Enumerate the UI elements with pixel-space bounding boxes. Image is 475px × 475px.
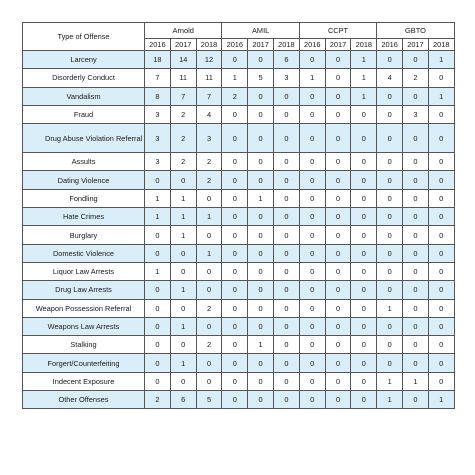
table-cell: 11 xyxy=(196,69,222,87)
table-cell: 0 xyxy=(145,244,171,262)
table-row xyxy=(23,354,455,372)
table-cell: 0 xyxy=(248,391,274,409)
table-cell: 0 xyxy=(299,354,325,372)
table-cell: 1 xyxy=(377,372,403,390)
year-header: 2017 xyxy=(403,39,429,51)
year-header: 2018 xyxy=(351,39,377,51)
year-header: 2018 xyxy=(428,39,454,51)
table-cell: 2 xyxy=(196,299,222,317)
table-cell: 0 xyxy=(377,189,403,207)
year-header: 2016 xyxy=(377,39,403,51)
table-cell: 0 xyxy=(170,336,196,354)
table-cell: 1 xyxy=(170,317,196,335)
table-row xyxy=(23,124,455,153)
table-cell: 1 xyxy=(170,208,196,226)
table-cell: 0 xyxy=(274,87,300,105)
table-cell: 0 xyxy=(274,336,300,354)
table-cell: 0 xyxy=(428,281,454,299)
table-cell: 12 xyxy=(196,51,222,69)
table-cell: 0 xyxy=(145,372,171,390)
table-cell: 0 xyxy=(377,208,403,226)
table-cell: 0 xyxy=(325,87,351,105)
year-header: 2017 xyxy=(248,39,274,51)
table-cell: 0 xyxy=(222,372,248,390)
table-cell: 0 xyxy=(351,189,377,207)
table-cell: 8 xyxy=(145,87,171,105)
table-cell: 7 xyxy=(145,69,171,87)
table-cell: 1 xyxy=(170,189,196,207)
table-row xyxy=(23,317,455,335)
row-label: Larceny xyxy=(23,51,145,69)
table-cell: 0 xyxy=(325,153,351,171)
table-cell: 0 xyxy=(222,354,248,372)
table-cell: 1 xyxy=(248,336,274,354)
table-cell: 0 xyxy=(274,124,300,153)
table-cell: 0 xyxy=(222,189,248,207)
table-cell: 0 xyxy=(325,244,351,262)
row-label: Hate Crimes xyxy=(23,208,145,226)
row-label: Drug Abuse Violation Referral xyxy=(23,124,145,153)
table-cell: 0 xyxy=(299,51,325,69)
table-cell: 0 xyxy=(377,124,403,153)
row-label: Liquor Law Arrests xyxy=(23,262,145,280)
year-header: 2018 xyxy=(196,39,222,51)
table-cell: 0 xyxy=(274,208,300,226)
table-row xyxy=(23,153,455,171)
row-label: Domestic Violence xyxy=(23,244,145,262)
table-cell: 0 xyxy=(403,299,429,317)
table-cell: 0 xyxy=(274,153,300,171)
table-cell: 0 xyxy=(428,171,454,189)
table-cell: 0 xyxy=(325,372,351,390)
table-cell: 0 xyxy=(248,299,274,317)
row-label: Weapon Possession Referral xyxy=(23,299,145,317)
table-row xyxy=(23,105,455,123)
table-cell: 2 xyxy=(170,124,196,153)
table-cell: 0 xyxy=(403,87,429,105)
table-cell: 14 xyxy=(170,51,196,69)
table-cell: 2 xyxy=(145,391,171,409)
table-cell: 0 xyxy=(248,87,274,105)
table-cell: 0 xyxy=(403,262,429,280)
table-cell: 0 xyxy=(377,317,403,335)
table-cell: 18 xyxy=(145,51,171,69)
table-cell: 1 xyxy=(145,189,171,207)
table-cell: 0 xyxy=(351,171,377,189)
table-cell: 0 xyxy=(248,171,274,189)
table-cell: 0 xyxy=(248,244,274,262)
table-cell: 0 xyxy=(248,354,274,372)
table-cell: 0 xyxy=(403,51,429,69)
table-cell: 0 xyxy=(274,391,300,409)
table-cell: 0 xyxy=(325,124,351,153)
table-cell: 0 xyxy=(196,372,222,390)
table-cell: 0 xyxy=(274,226,300,244)
table-cell: 0 xyxy=(403,189,429,207)
row-label: Dating Violence xyxy=(23,171,145,189)
table-cell: 0 xyxy=(145,299,171,317)
row-label: Weapons Law Arrests xyxy=(23,317,145,335)
table-cell: 0 xyxy=(248,105,274,123)
table-cell: 0 xyxy=(274,354,300,372)
table-cell: 0 xyxy=(274,299,300,317)
row-label: Other Offenses xyxy=(23,391,145,409)
table-cell: 0 xyxy=(299,336,325,354)
table-cell: 0 xyxy=(325,262,351,280)
row-label: Stalking xyxy=(23,336,145,354)
table-cell: 0 xyxy=(274,372,300,390)
table-cell: 0 xyxy=(351,208,377,226)
table-cell: 0 xyxy=(428,372,454,390)
table-cell: 7 xyxy=(196,87,222,105)
table-cell: 0 xyxy=(274,281,300,299)
table-cell: 2 xyxy=(196,171,222,189)
table-cell: 0 xyxy=(428,262,454,280)
table-cell: 0 xyxy=(299,189,325,207)
table-cell: 0 xyxy=(170,372,196,390)
group-header-ccpt: CCPT xyxy=(299,23,376,39)
table-cell: 2 xyxy=(196,153,222,171)
crime-statistics-table xyxy=(22,22,455,409)
table-cell: 0 xyxy=(299,317,325,335)
table-cell: 0 xyxy=(248,281,274,299)
table-cell: 0 xyxy=(351,105,377,123)
table-cell: 0 xyxy=(170,262,196,280)
table-cell: 11 xyxy=(170,69,196,87)
year-header: 2016 xyxy=(222,39,248,51)
table-cell: 1 xyxy=(222,69,248,87)
row-label: Indecent Exposure xyxy=(23,372,145,390)
table-cell: 3 xyxy=(403,105,429,123)
table-cell: 0 xyxy=(145,226,171,244)
table-row xyxy=(23,189,455,207)
table-cell: 0 xyxy=(248,153,274,171)
table-cell: 2 xyxy=(170,105,196,123)
table-cell: 0 xyxy=(196,354,222,372)
table-cell: 0 xyxy=(351,299,377,317)
table-cell: 0 xyxy=(325,336,351,354)
table-cell: 0 xyxy=(145,171,171,189)
table-cell: 0 xyxy=(248,317,274,335)
table-cell: 0 xyxy=(325,105,351,123)
table-cell: 0 xyxy=(222,105,248,123)
table-cell: 1 xyxy=(170,281,196,299)
table-cell: 0 xyxy=(299,391,325,409)
table-cell: 1 xyxy=(299,69,325,87)
table-cell: 1 xyxy=(170,226,196,244)
table-cell: 0 xyxy=(145,281,171,299)
table-cell: 0 xyxy=(299,208,325,226)
table-cell: 0 xyxy=(222,299,248,317)
year-header: 2017 xyxy=(170,39,196,51)
year-header: 2018 xyxy=(274,39,300,51)
table-cell: 0 xyxy=(248,124,274,153)
table-cell: 0 xyxy=(403,281,429,299)
table-cell: 0 xyxy=(428,336,454,354)
table-cell: 0 xyxy=(377,336,403,354)
table-cell: 0 xyxy=(428,317,454,335)
table-cell: 0 xyxy=(325,208,351,226)
table-cell: 0 xyxy=(351,372,377,390)
table-cell: 0 xyxy=(325,299,351,317)
table-cell: 0 xyxy=(351,124,377,153)
table-cell: 3 xyxy=(196,124,222,153)
table-cell: 3 xyxy=(274,69,300,87)
row-label: Vandalism xyxy=(23,87,145,105)
table-cell: 1 xyxy=(403,372,429,390)
row-label: Disorderly Conduct xyxy=(23,69,145,87)
row-label: Drug Law Arrests xyxy=(23,281,145,299)
table-cell: 0 xyxy=(428,354,454,372)
table-cell: 0 xyxy=(145,336,171,354)
table-cell: 0 xyxy=(299,124,325,153)
table-cell: 0 xyxy=(428,189,454,207)
table-cell: 0 xyxy=(299,372,325,390)
table-cell: 0 xyxy=(377,262,403,280)
table-cell: 0 xyxy=(222,171,248,189)
table-cell: 0 xyxy=(248,262,274,280)
table-cell: 0 xyxy=(377,281,403,299)
table-cell: 0 xyxy=(325,171,351,189)
table-cell: 0 xyxy=(351,391,377,409)
table-cell: 0 xyxy=(403,317,429,335)
table-cell: 3 xyxy=(145,153,171,171)
table-cell: 0 xyxy=(299,244,325,262)
table-cell: 0 xyxy=(351,354,377,372)
table-cell: 0 xyxy=(222,317,248,335)
table-row xyxy=(23,262,455,280)
table-cell: 1 xyxy=(351,69,377,87)
table-cell: 0 xyxy=(222,51,248,69)
table-cell: 2 xyxy=(196,336,222,354)
table-cell: 4 xyxy=(196,105,222,123)
table-cell: 0 xyxy=(351,317,377,335)
table-cell: 4 xyxy=(377,69,403,87)
row-label: Assults xyxy=(23,153,145,171)
table-cell: 0 xyxy=(299,171,325,189)
table-cell: 0 xyxy=(403,208,429,226)
table-cell: 0 xyxy=(299,299,325,317)
table-cell: 2 xyxy=(222,87,248,105)
table-cell: 0 xyxy=(377,244,403,262)
table-cell: 0 xyxy=(299,262,325,280)
table-row xyxy=(23,336,455,354)
table-cell: 0 xyxy=(351,226,377,244)
table-row xyxy=(23,87,455,105)
year-header: 2016 xyxy=(299,39,325,51)
table-row xyxy=(23,226,455,244)
table-cell: 0 xyxy=(196,262,222,280)
table-cell: 1 xyxy=(196,208,222,226)
table-row xyxy=(23,372,455,390)
table-cell: 0 xyxy=(428,105,454,123)
table-cell: 0 xyxy=(299,105,325,123)
table-cell: 0 xyxy=(325,317,351,335)
table-cell: 0 xyxy=(403,244,429,262)
table-cell: 0 xyxy=(325,69,351,87)
table-cell: 0 xyxy=(145,354,171,372)
row-label: Forgert/Counterfeiting xyxy=(23,354,145,372)
table-cell: 0 xyxy=(403,153,429,171)
table-cell: 1 xyxy=(377,391,403,409)
year-header: 2017 xyxy=(325,39,351,51)
table-cell: 0 xyxy=(351,281,377,299)
table-cell: 1 xyxy=(351,87,377,105)
table-cell: 0 xyxy=(377,226,403,244)
table-row xyxy=(23,244,455,262)
table-cell: 0 xyxy=(403,171,429,189)
table-cell: 0 xyxy=(377,87,403,105)
table-cell: 0 xyxy=(377,153,403,171)
row-label: Burglary xyxy=(23,226,145,244)
table-cell: 0 xyxy=(248,226,274,244)
table-cell: 0 xyxy=(325,354,351,372)
table-cell: 0 xyxy=(222,124,248,153)
group-header-amil: AMIL xyxy=(222,23,299,39)
table-cell: 0 xyxy=(325,391,351,409)
table-cell: 1 xyxy=(170,354,196,372)
table-cell: 0 xyxy=(377,105,403,123)
table-cell: 0 xyxy=(403,391,429,409)
table-cell: 0 xyxy=(351,244,377,262)
table-cell: 3 xyxy=(145,124,171,153)
table-cell: 5 xyxy=(196,391,222,409)
table-cell: 0 xyxy=(222,262,248,280)
year-header: 2016 xyxy=(145,39,171,51)
table-cell: 0 xyxy=(222,153,248,171)
table-cell: 0 xyxy=(222,391,248,409)
table-cell: 0 xyxy=(377,171,403,189)
table-cell: 0 xyxy=(248,372,274,390)
offense-type-header: Type of Offense xyxy=(23,23,145,51)
table-cell: 0 xyxy=(299,153,325,171)
table-cell: 0 xyxy=(403,226,429,244)
table-row xyxy=(23,69,455,87)
table-cell: 0 xyxy=(274,262,300,280)
table-cell: 1 xyxy=(196,244,222,262)
table-cell: 0 xyxy=(248,208,274,226)
table-cell: 0 xyxy=(299,281,325,299)
row-label: Fraud xyxy=(23,105,145,123)
table-cell: 1 xyxy=(145,208,171,226)
table-cell: 0 xyxy=(274,105,300,123)
group-header-gbto: GBTO xyxy=(377,23,454,39)
table-cell: 1 xyxy=(351,51,377,69)
table-cell: 0 xyxy=(222,226,248,244)
table-row xyxy=(23,299,455,317)
table-cell: 1 xyxy=(248,189,274,207)
table-row xyxy=(23,208,455,226)
table-cell: 0 xyxy=(170,171,196,189)
table-cell: 1 xyxy=(428,391,454,409)
table-cell: 0 xyxy=(377,354,403,372)
table-cell: 0 xyxy=(351,153,377,171)
table-cell: 0 xyxy=(170,244,196,262)
table-cell: 0 xyxy=(299,87,325,105)
table-cell: 0 xyxy=(403,124,429,153)
table-cell: 2 xyxy=(403,69,429,87)
table-cell: 0 xyxy=(196,281,222,299)
table-cell: 0 xyxy=(403,336,429,354)
table-cell: 0 xyxy=(222,208,248,226)
table-cell: 0 xyxy=(196,189,222,207)
table-cell: 3 xyxy=(145,105,171,123)
table-row xyxy=(23,281,455,299)
table-row xyxy=(23,391,455,409)
table-cell: 0 xyxy=(325,281,351,299)
table-cell: 0 xyxy=(325,226,351,244)
table-cell: 1 xyxy=(145,262,171,280)
table-cell: 0 xyxy=(403,354,429,372)
table-cell: 2 xyxy=(170,153,196,171)
table-cell: 6 xyxy=(170,391,196,409)
row-label: Fondling xyxy=(23,189,145,207)
table-cell: 0 xyxy=(196,226,222,244)
table-cell: 0 xyxy=(222,336,248,354)
table-cell: 0 xyxy=(299,226,325,244)
table-cell: 0 xyxy=(428,208,454,226)
table-cell: 0 xyxy=(325,189,351,207)
table-cell: 1 xyxy=(428,51,454,69)
table-cell: 0 xyxy=(222,244,248,262)
table-cell: 0 xyxy=(274,317,300,335)
table-cell: 0 xyxy=(274,189,300,207)
table-cell: 0 xyxy=(248,51,274,69)
table-cell: 0 xyxy=(428,299,454,317)
table-cell: 7 xyxy=(170,87,196,105)
table-cell: 0 xyxy=(351,336,377,354)
table-cell: 0 xyxy=(428,124,454,153)
table-cell: 0 xyxy=(274,171,300,189)
table-row xyxy=(23,171,455,189)
table-cell: 0 xyxy=(428,69,454,87)
table-cell: 0 xyxy=(145,317,171,335)
table-cell: 0 xyxy=(351,262,377,280)
table-row xyxy=(23,51,455,69)
table-cell: 1 xyxy=(377,299,403,317)
table-cell: 0 xyxy=(222,281,248,299)
table-cell: 1 xyxy=(428,87,454,105)
table-cell: 0 xyxy=(428,153,454,171)
table-cell: 0 xyxy=(377,51,403,69)
table-cell: 0 xyxy=(325,51,351,69)
group-header-arnold: Arnold xyxy=(145,23,222,39)
table-cell: 5 xyxy=(248,69,274,87)
table-cell: 6 xyxy=(274,51,300,69)
table-cell: 0 xyxy=(196,317,222,335)
table-cell: 0 xyxy=(170,299,196,317)
table-cell: 0 xyxy=(428,244,454,262)
table-cell: 0 xyxy=(274,244,300,262)
table-cell: 0 xyxy=(428,226,454,244)
